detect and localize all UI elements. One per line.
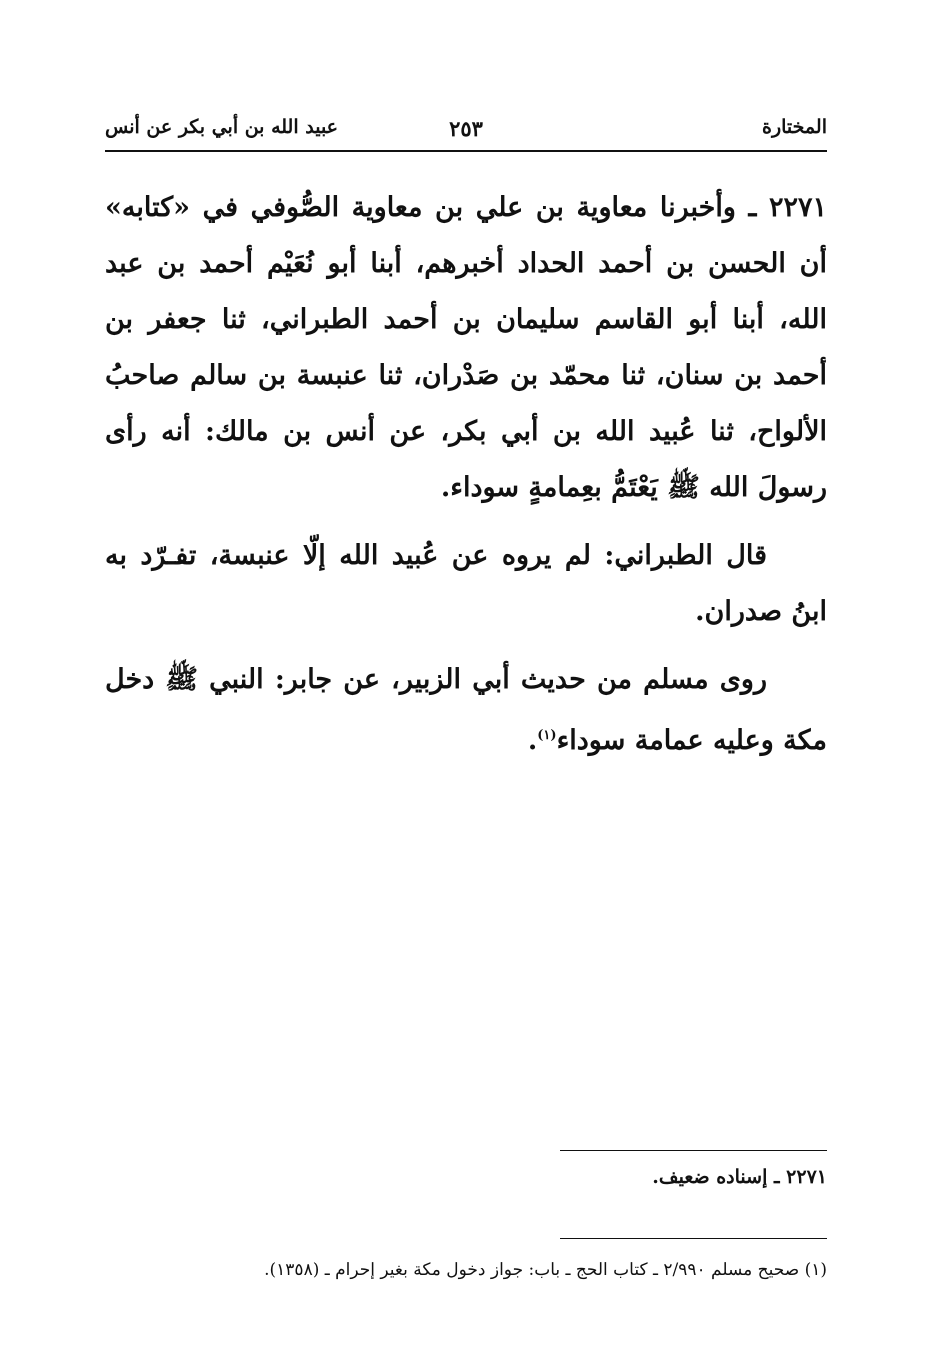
running-header <box>105 112 827 146</box>
footnote-marker: (١) <box>537 728 557 743</box>
chapter-title: عبيد الله بن أبي بكر عن أنس <box>105 116 339 138</box>
muslim-note-text: روى مسلم من حديث أبي الزبير، عن جابر: النبي ﷺ دخل مكة وعليه عمامة سوداء <box>105 664 827 756</box>
hadith-paragraph: ٢٢٧١ ـ وأخبرنا معاوية بن علي بن معاوية الصُّوفي في «كتابه» أن الحسن بن أحمد الحداد أخبرهم، أبنا أبو نُعَيْم أحمد بن عبد الله، أبنا أبو القاسم سليمان بن أحمد الطبراني، ثنا جعفر بن أحمد بن سنان، ثنا محمّد بن صَدْران، ثنا عنبسة بن سالم صاحبُ الألواح، ثنا عُبيد الله بن أبي بكر، عن أنس بن مالك: أنه رأى رسولَ الله ﷺ يَعْتَمُّ بعِمامةٍ سوداء. <box>105 192 827 503</box>
footnote-grading: ٢٢٧١ ـ إسناده ضعيف. <box>652 1166 827 1188</box>
tabarani-comment: قال الطبراني: لم يروه عن عُبيد الله إلّا عنبسة، تفـرّد به ابنُ صدران. <box>105 540 827 627</box>
header-rule <box>105 150 827 152</box>
book-title: المختارة <box>762 116 827 138</box>
footnote-rule-1 <box>560 1150 827 1151</box>
page-number: ٢٥٣ <box>449 116 483 141</box>
footnote-reference: (١) صحيح مسلم ٢/٩٩٠ ـ كتاب الحج ـ باب: جواز دخول مكة بغير إحرام ـ (١٣٥٨). <box>264 1260 827 1280</box>
footnote-rule-2 <box>560 1238 827 1239</box>
main-text <box>105 180 827 781</box>
muslim-note-paragraph: روى مسلم من حديث أبي الزبير، عن جابر: النبي ﷺ دخل مكة وعليه عمامة سوداء$^{(١)}$. <box>105 664 827 756</box>
